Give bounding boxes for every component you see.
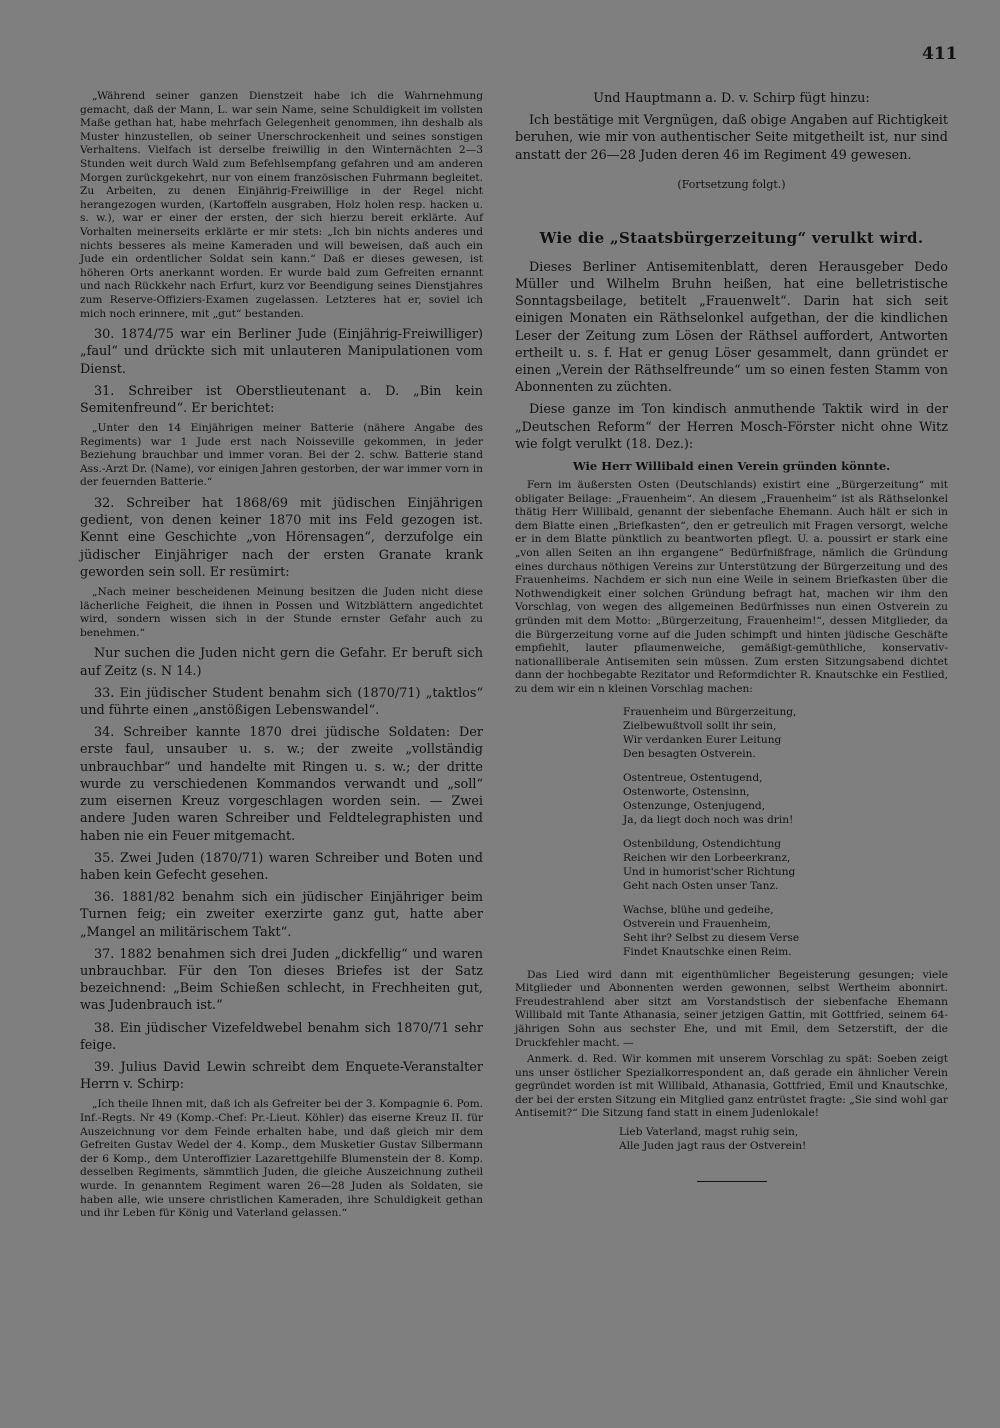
poem-stanza [623,771,948,827]
left-paragraph: Nur suchen die Juden nicht gern die Gefahr. Er beruft sich auf Zeitz (s. N 14.) [80,646,483,679]
left-paragraph: 36. 1881/82 benahm sich ein jüdischer Einjähriger beim Turnen feig; ein zweiter exerzirte ganz gut, hatte aber „Mangel an militärischem Takt“. [80,890,483,940]
poem-line: Ostenworte, Ostensinn, [623,785,750,798]
after-poem-paragraph: Das Lied wird dann mit eigenthümlicher Begeisterung gesungen; viele Mitglieder und Abonnenten werden gewonnen, selbst Wertheim abonnirt. Freudestrahlend aber sitzt am Vorstandstisch der siebenfache Ehemann Willibald mit Tante Athanasia, seiner jetzigen Gattin, mit Gottfried, seinem 64-jährigen Sohn aus sechster Ehe, und mit Emil, dem Setzerstift, der die Druckfehler macht. — [515,968,948,1049]
left-paragraph: 35. Zwei Juden (1870/71) waren Schreiber und Boten und haben kein Gefecht gesehen. [80,850,483,883]
poem-line: Seht ihr? Selbst zu diesem Verse [623,931,800,944]
body-paragraph: Dieses Berliner Antisemitenblatt, deren Herausgeber Dedo Müller und Wilhelm Bruhn heißen, hat eine belletristische Sonntagsbeilage, betitelt „Frauenwelt“. Darin hat sich seit einigen Monaten ein Räthselonkel aufgethan, der die kindlichen Leser der Zeitung zum Lösen der Räthsel auffordert, Antworten ertheilt u. s. f. Hat er genug Löser gesammelt, dann gründet er einen „Verein der Räthselfreunde“ um so einen festen Stamm von Abonnenten zu züchten. [515,259,948,396]
intro-paragraph: Ich bestätige mit Vergnügen, daß obige Angaben auf Richtigkeit beruhen, wie mir von authentischer Seite mitgetheilt ist, nur sind anstatt der 26—28 Juden deren 46 im Regiment 49 gewesen. [515,113,948,163]
poem-line: Den besagten Ostverein. [623,747,756,760]
closing-line: Lieb Vaterland, magst ruhig sein, [619,1126,799,1139]
left-paragraph: 31. Schreiber ist Oberstlieutenant a. D. „Bin kein Semitenfreund“. Er berichtet: [80,383,483,416]
poem-stanza [623,837,948,893]
poem-line: Findet Knautschke einen Reim. [623,945,792,958]
left-paragraph: 39. Julius David Lewin schreibt dem Enquete-Veranstalter Herrn v. Schirp: [80,1059,483,1093]
article-subheading: Wie Herr Willibald einen Verein gründen könnte. [572,459,891,474]
poem-line: Zielbewußtvoll sollt ihr sein, [623,719,777,732]
story-paragraph: Fern im äußersten Osten (Deutschlands) existirt eine „Bürgerzeitung“ mit obligater Beilage: „Frauenheim“. An diesem „Frauenheim“ ist als Räthselonkel thätig Herr Willibald, genannt der siebenfache Ehemann. Auch hält er sich in dem Blatte einen „Briefkasten“, den er getreulich mit Fragen versorgt, welche er in dem Blatte pünktlich zu beantworten pflegt. U. a. poussirt er stark eine „von allen Seiten an ihn ergangene“ Bedürfnißfrage, nämlich die Gründung eines durchaus nöthigen Vereins zur Unterstützung der Bürgerzeitung und des Frauenheims. Nachdem er sich nun eine Weile in seinem Briefkasten über die Nothwendigkeit einer solchen Gründung befragt hat, machen wir ihm den Vorschlag, von wegen des allgemeinen Bedürfnisses nun einen Ostverein zu gründen mit dem Motto: „Bürgerzeitung, Frauenheim!“, dessen Mitglieder, da die Bürgerzeitung vorne auf die Juden schimpft und hinten jüdische Geschäfte empfiehlt, lauter pflaumenweiche, gemäßigt-gemüthliche, konservativ-nationalliberale Antisemiten sein müssen. Zum ersten Sitzungsabend dichtet dann der hochbegabte Rezitator und Reformdichter R. Knautschke ein Festlied, zu dem wir ein n kleinen Vorschlag machen: [515,479,948,695]
poem-line: Reichen wir den Lorbeerkranz, [623,851,791,864]
left-paragraph: 32. Schreiber hat 1868/69 mit jüdischen Einjährigen gedient, von denen keiner 1870 mit ins Feld gezogen ist. Kennt eine Geschichte „von Hörensagen“, derzufolge ein jüdischer Einjähriger nach der ersten Granate krank geworden sein soll. Er resümirt: [80,496,483,580]
left-paragraph: „Unter den 14 Einjährigen meiner Batterie (nähere Angabe des Regiments) war 1 Jude erst nach Noisseville gekommen, in jeder Beziehung brauchbar und immer voran. Bei der 2. schw. Batterie stand Ass.-Arzt Dr. (Name), vor einigen Jahren gestorben, der war immer vorn in der feuernden Batterie.“ [80,422,483,489]
left-paragraph: 37. 1882 benahmen sich drei Juden „dickfellig“ und waren unbrauchbar. Für den Ton dieses Briefes ist der Satz bezeichnend: „Beim Schießen schlecht, in Frechheiten gut, was Judenbrauch ist.“ [80,946,483,1014]
left-paragraph: „Während seiner ganzen Dienstzeit habe ich die Wahrnehmung gemacht, daß der Mann, L. war sein Name, seine Schuldigkeit im vollsten Maße gethan hat, habe mehrfach Gelegenheit genommen, ihn deshalb als Muster hinzustellen, ob seiner Unerschrockenheit und seines sonstigen Verhaltens. Vielfach ist derselbe freiwillig in den Winternächten 2—3 Stunden weit durch Wald zum Befehlsempfang gefahren und am anderen Morgen zurückgekehrt, nur von einem französischen Fuhrmann begleitet. Zu Arbeiten, zu denen Einjährig-Freiwillige in der Regel nicht herangezogen wurden, (Kartoffeln ausgraben, Holz holen resp. hacken u. s. w.), war er einer der ersten, der sich hierzu bereit erklärte. Auf Vorhalten meinerseits erklärte er mir stets: „Ich bin nichts anderes und nichts besseres als meine Kameraden und will beweisen, daß auch ein Jude ein ordentlicher Soldat sein kann.“ Daß er dieses gewesen, ist höheren Orts anerkannt worden. Er wurde bald zum Gefreiten ernannt und nach Rückkehr nach Erfurt, kurz vor Beendigung seines Dienstjahres zum Reserve-Offiziers-Examen zugelassen. Letzteres hat er, soviel ich mich noch erinnere, mit „gut“ bestanden. [80,90,483,320]
left-paragraph: „Nach meiner bescheidenen Meinung besitzen die Juden nicht diese lächerliche Feigheit, die ihnen in Possen und Witzblättern angedichtet wird, sondern wissen sich in der Stunde ernster Gefahr auch zu benehmen.“ [80,586,483,639]
left-paragraph: 38. Ein jüdischer Vizefeldwebel benahm sich 1870/71 sehr feige. [80,1020,483,1053]
article-heading: Wie die „Staatsbürgerzeitung“ verulkt wird. [539,228,924,247]
right-column [515,90,948,1182]
page-number: 411 [922,44,958,64]
poem-line: Ostenbildung, Ostendichtung [623,837,782,850]
editor-note: Anmerk. d. Red. Wir kommen mit unserem Vorschlag zu spät: Soeben zeigt uns unser östlicher Spezialkorrespondent an, daß gerade ein ähnlicher Verein gegründet worden ist mit Willibald, Athanasia, Gottfried, Emil und Knautschke, der bei der ersten Sitzung ein Mitglied ganz entrüstet fragte: „Sie sind wohl gar Antisemit?“ Die Sitzung fand statt in einem Judenlokale! [515,1053,948,1120]
poem-line: Ostenzunge, Ostenjugend, [623,799,766,812]
poem-line: Wachse, blühe und gedeihe, [623,903,774,916]
poem-line: Frauenheim und Bürgerzeitung, [623,705,797,718]
poem-line: Ostentreue, Ostentugend, [623,771,763,784]
intro-paragraph: Und Hauptmann a. D. v. Schirp fügt hinzu: [593,91,870,106]
left-paragraph: 34. Schreiber kannte 1870 drei jüdische Soldaten: Der erste faul, unsauber u. s. w.; der zweite „vollständig unbrauchbar“ und handelte mit Ringen u. s. w.; der dritte wurde zu verschiedenen Kommandos verwandt und „soll“ zum eisernen Kreuz vorgeschlagen worden sein. — Zwei andere Juden waren Schreiber und Feldtelegraphisten und haben nie ein Feuer mitgemacht. [80,725,483,844]
poem [623,705,948,959]
left-paragraph: 30. 1874/75 war ein Berliner Jude (Einjährig-Freiwilliger) „faul“ und drückte sich mit unlauteren Manipulationen vom Dienst. [80,327,483,377]
poem-line: Ostverein und Frauenheim, [623,917,771,930]
poem-line: Geht nach Osten unser Tanz. [623,879,779,892]
closing-verse [619,1125,948,1153]
body-paragraph: Diese ganze im Ton kindisch anmuthende Taktik wird in der „Deutschen Reform“ der Herren Mosch-Förster nicht ohne Witz wie folgt verulkt (18. Dez.): [515,402,948,452]
left-column [80,90,483,1226]
poem-stanza [623,903,948,959]
continued-note: (Fortsetzung folgt.) [677,177,786,191]
poem-line: Und in humorist'scher Richtung [623,865,796,878]
closing-line: Alle Juden jagt raus der Ostverein! [619,1140,807,1153]
left-paragraph: „Ich theile Ihnen mit, daß ich als Gefreiter bei der 3. Kompagnie 6. Pom. Inf.-Regts. Nr 49 (Komp.-Chef: Pr.-Lieut. Köhler) das eiserne Kreuz II. für Auszeichnung vor dem Feinde erhalten habe, und daß gleich mir dem Gefreiten Gustav Wedel der 4. Komp., dem Musketier Gustav Silbermann der 6 Komp., dem Unteroffizier Lazarettgehilfe Blumenstein der 8. Komp. desselben Regiments, sämmtlich Juden, die gleiche Auszeichnung zutheil wurde. In genanntem Regiment waren 26—28 Juden als Soldaten, sie haben alle, wie unsere christlichen Kameraden, ihre Schuldigkeit gethan und ihr Leben für König und Vaterland gelassen.“ [80,1098,483,1220]
right-intro [515,90,948,164]
poem-stanza [623,705,948,761]
section-rule [697,1181,767,1182]
left-paragraph: 33. Ein jüdischer Student benahm sich (1870/71) „taktlos“ und führte einen „anstößigen Lebenswandel“. [80,685,483,719]
article-body [515,259,948,453]
poem-line: Wir verdanken Eurer Leitung [623,733,782,746]
poem-line: Ja, da liegt doch noch was drin! [623,813,794,826]
